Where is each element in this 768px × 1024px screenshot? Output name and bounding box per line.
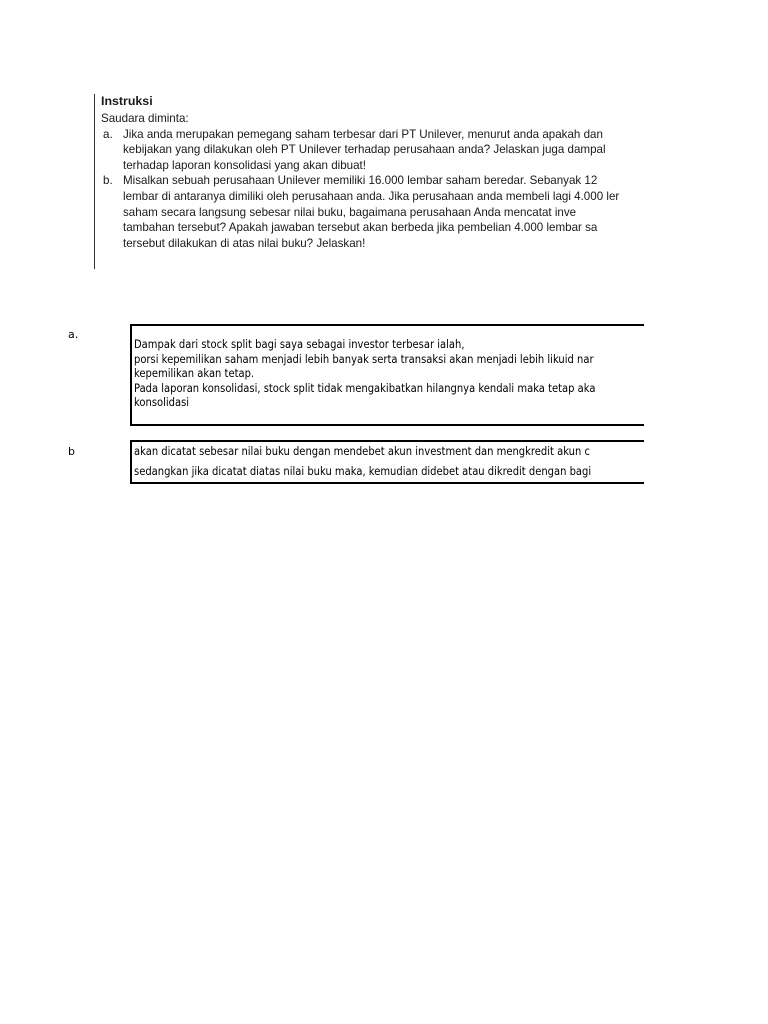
item-b-line: saham secara langsung sebesar nilai buku, bagaimana perusahaan Anda mencatat inve — [123, 205, 577, 219]
item-a-line: Jika anda merupakan pemegang saham terbesar dari PT Unilever, menurut anda apakah dan — [123, 127, 603, 141]
answer-b-label: b — [68, 445, 75, 458]
item-b-mark: b. — [103, 174, 113, 188]
item-a-line: kebijakan yang dilakukan oleh PT Unilever terhadap perusahaan anda? Jelaskan juga dampal — [123, 143, 606, 157]
instruction-item-a — [101, 127, 643, 143]
answer-b-line: akan dicatat sebesar nilai buku dengan mendebet akun investment dan mengkredit akun c — [134, 444, 590, 458]
answer-a-line: Pada laporan konsolidasi, stock split tidak mengakibatkan hilangnya kendali maka tetap aka — [134, 380, 596, 395]
instruction-intro: Saudara diminta: — [101, 112, 189, 125]
answer-a-line: konsolidasi — [134, 395, 190, 409]
answer-b-line: sedangkan jika dicatat diatas nilai buku maka, kemudian didebet atau dikredit dengan bagi — [134, 464, 592, 478]
item-b-line: lembar di antaranya dimiliki oleh perusahaan anda. Jika perusahaan anda membeli lagi 4.000 ler — [123, 189, 620, 203]
item-b-line: tersebut dilakukan di atas nilai buku? Jelaskan! — [123, 236, 366, 250]
instruction-title: Instruksi — [101, 94, 153, 108]
instruction-block — [94, 94, 643, 269]
answer-a-label: a. — [68, 328, 79, 341]
instruction-content — [101, 94, 643, 251]
item-b-line: Misalkan sebuah perusahaan Unilever memiliki 16.000 lembar saham beredar. Sebanyak 12 — [123, 174, 598, 188]
answer-a-line: porsi kepemilikan saham menjadi lebih banyak serta transaksi akan menjadi lebih likuid nar — [134, 351, 594, 366]
item-a-mark: a. — [103, 127, 113, 141]
answer-b-box — [130, 440, 644, 484]
answer-a-line: Dampak dari stock split bagi saya sebagai investor terbesar ialah, — [134, 337, 465, 351]
answer-a-text — [134, 337, 595, 410]
instruction-item-b — [101, 173, 643, 189]
item-b-line: tambahan tersebut? Apakah jawaban tersebut akan berbeda jika pembelian 4.000 lembar sa — [123, 221, 598, 235]
answer-a-box — [130, 324, 644, 426]
answer-a-line: kepemilikan akan tetap. — [134, 366, 255, 380]
item-a-line: terhadap laporan konsolidasi yang akan dibuat! — [123, 158, 366, 172]
